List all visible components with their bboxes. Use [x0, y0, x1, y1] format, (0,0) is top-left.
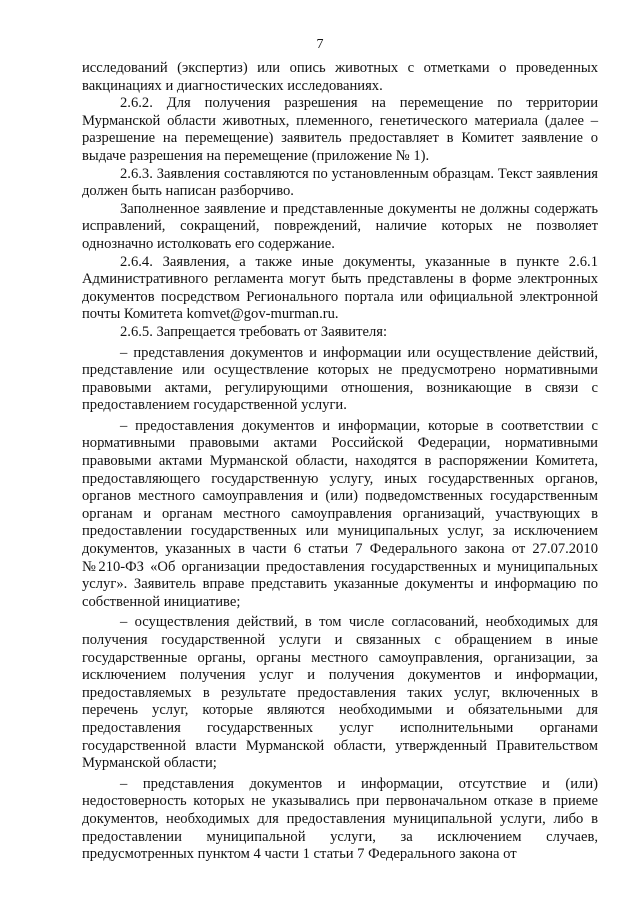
list-item-4: – представления документов и информации, отсутствие и (или) недостоверность которых не указывались при первоначальном отказе в приеме документов, необходимых для предоставления муниципальной услуги, либо в предоставлении муниципальной услуги, за исключением случаев, предусмотренных пунктом 4 части 1 статьи 7 Федерального закона от [82, 775, 598, 863]
page-number: 7 [316, 37, 324, 52]
paragraph-2-6-4: 2.6.4. Заявления, а также иные документы, указанные в пункте 2.6.1 Административного регламента могут быть представлены в форме электронных документов посредством Регионального портала или официальной электронной почты Комитета komvet@gov-murman.ru. [82, 253, 598, 323]
paragraph-continuation: исследований (экспертиз) или опись животных с отметками о проведенных вакцинациях и диагностических исследованиях. [82, 60, 598, 94]
list-item-1: – представления документов и информации или осуществление действий, представление или осуществление которых не предусмотрено нормативными правовыми актами, регулирующими отношения, возникающие в связи с предоставлением государственной услуги. [82, 344, 598, 414]
list-item-2: – предоставления документов и информации, которые в соответствии с нормативными правовыми актами Российской Федерации, нормативными правовыми актами Мурманской области, находятся в распоряжении Комитета, предоставляющего государственную услугу, иных государственных органов, органов местного самоуправления и (или) подведомственных государственным органам и органам местного самоуправления организаций, участвующих в предоставлении государственных или муниципальных услуг, за исключением документов, указанных в части 6 статьи 7 Федерального закона от 27.07.2010 №210-ФЗ «Об организации предоставления государственных и муниципальных услуг». Заявитель вправе представить указанные документы и информацию по собственной инициативе; [82, 417, 598, 610]
list-item-3: – осуществления действий, в том числе согласований, необходимых для получения государственной услуги и связанных с обращением в иные государственные органы, органы местного самоуправления, организации, за исключением получения услуг и получения документов и информации, предоставляемых в результате предоставления таких услуг, включенных в перечень услуг, которые являются необходимыми и обязательными для предоставления государственных услуг исполнительными органами государственной власти Мурманской области, утвержденный Правительством Мурманской области; [82, 614, 598, 772]
paragraph-filled-application: Заполненное заявление и представленные документы не должны содержать исправлений, сокращений, повреждений, наличие которых не позволяет однозначно истолковать его содержание. [82, 200, 598, 252]
paragraph-2-6-2: 2.6.2. Для получения разрешения на перемещение по территории Мурманской области животных, племенного, генетического материала (далее – разрешение на перемещение) заявитель предоставляет в Комитет заявление о выдаче разрешения на перемещение (приложение № 1). [82, 95, 598, 164]
paragraph-2-6-3: 2.6.3. Заявления составляются по установленным образцам. Текст заявления должен быть написан разборчиво. [82, 165, 598, 200]
paragraph-2-6-5: 2.6.5. Запрещается требовать от Заявителя: [120, 323, 388, 340]
document-body [82, 60, 598, 864]
